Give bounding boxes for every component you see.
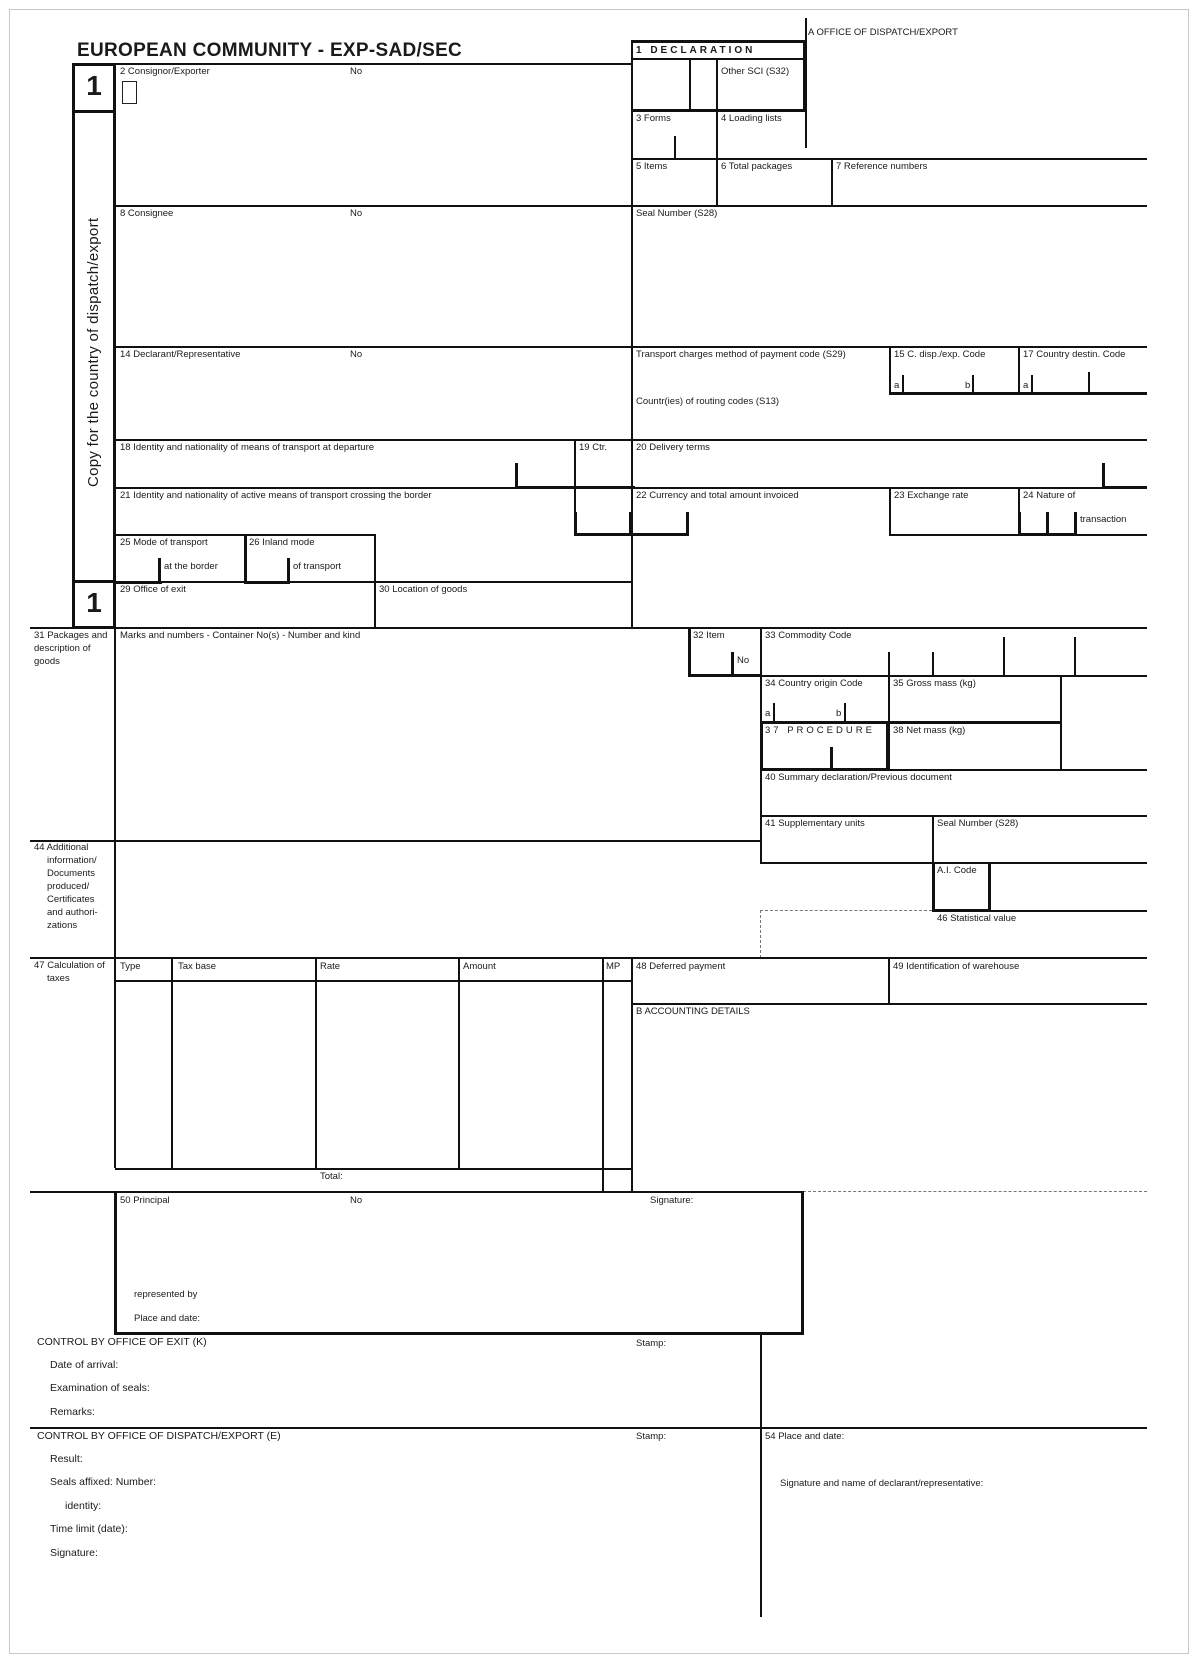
item-no-label: No xyxy=(737,655,750,666)
rule xyxy=(115,487,1147,489)
rule xyxy=(30,1427,1147,1429)
rule xyxy=(773,703,775,722)
rule xyxy=(1018,512,1021,536)
c-disp-code-label: 15 C. disp./exp. Code xyxy=(894,349,986,360)
accounting-details-label: B ACCOUNTING DETAILS xyxy=(636,1006,750,1017)
other-sci-label: Other SCI (S32) xyxy=(721,66,790,77)
rule xyxy=(72,63,116,66)
gross-mass-label: 35 Gross mass (kg) xyxy=(893,678,976,689)
rule xyxy=(30,1191,803,1193)
commodity-label: 33 Commodity Code xyxy=(765,630,852,641)
rule xyxy=(830,747,833,771)
date-arrival-label: Date of arrival: xyxy=(50,1359,119,1371)
rule xyxy=(315,958,317,1168)
total-packages-label: 6 Total packages xyxy=(721,161,793,172)
additional-info-label: 44 Additional information/ Documents produced/ Certificates and authori-zations xyxy=(34,842,98,931)
rule xyxy=(932,652,934,676)
copy-number: 1 xyxy=(86,70,102,101)
rule xyxy=(844,703,846,722)
rule xyxy=(803,1191,1147,1192)
rule xyxy=(686,512,689,536)
rule xyxy=(888,652,890,676)
rule xyxy=(30,957,1147,959)
copy-caption: Copy for the country of dispatch/export xyxy=(85,217,102,487)
rule xyxy=(574,512,577,536)
nature-of-label: 24 Nature of xyxy=(1023,490,1076,501)
rule xyxy=(244,534,247,584)
destin-a-label: a xyxy=(1023,380,1029,391)
summary-decl-label: 40 Summary declaration/Previous document xyxy=(765,772,952,783)
form-title: EUROPEAN COMMUNITY - EXP-SAD/SEC xyxy=(77,40,463,61)
rule xyxy=(889,346,891,394)
rule xyxy=(803,40,806,112)
delivery-terms-label: 20 Delivery terms xyxy=(636,442,710,453)
control-dispatch-title: CONTROL BY OFFICE OF DISPATCH/EXPORT (E) xyxy=(37,1430,281,1442)
rule xyxy=(716,59,718,207)
principal-place-date-label: Place and date: xyxy=(134,1313,201,1324)
rule xyxy=(1074,637,1076,676)
rule xyxy=(72,580,116,583)
rule xyxy=(932,862,935,912)
rule xyxy=(1003,637,1005,676)
origin-a-label: a xyxy=(765,708,771,719)
rule xyxy=(988,862,991,912)
rule xyxy=(114,1191,117,1335)
c-disp-a-label: a xyxy=(894,380,900,391)
transaction-label: transaction xyxy=(1080,514,1127,525)
rule xyxy=(1018,346,1020,394)
rule xyxy=(760,910,932,911)
rule xyxy=(760,721,763,771)
rule xyxy=(633,58,804,60)
transport-charges-label: Transport charges method of payment code (S29) xyxy=(636,349,846,360)
rule xyxy=(1031,375,1033,393)
routing-label: Countr(ies) of routing codes (S13) xyxy=(636,396,780,407)
rule xyxy=(972,375,974,393)
of-transport-label: of transport xyxy=(293,561,342,572)
rule xyxy=(631,1003,1147,1005)
rule xyxy=(889,392,1147,395)
warehouse-label: 49 Identification of warehouse xyxy=(893,961,1020,972)
rule xyxy=(114,1332,804,1335)
loading-lists-label: 4 Loading lists xyxy=(721,113,782,124)
principal-no-label: No xyxy=(350,1195,363,1206)
country-destin-label: 17 Country destin. Code xyxy=(1023,349,1126,360)
rule xyxy=(902,375,904,393)
consignee-label: 8 Consignee xyxy=(120,208,174,219)
declaration-label: 1 DECLARATION xyxy=(636,45,756,56)
rule xyxy=(458,958,460,1168)
rule xyxy=(888,958,890,1004)
rule xyxy=(115,980,632,982)
consignor-label: 2 Consignor/Exporter xyxy=(120,66,210,77)
rule xyxy=(171,958,173,1168)
result-label: Result: xyxy=(50,1453,83,1465)
tax-type-header: Type xyxy=(120,961,141,972)
rule xyxy=(1074,512,1077,536)
rule xyxy=(515,463,518,489)
identity-label: identity: xyxy=(65,1500,102,1512)
rule xyxy=(688,627,691,677)
control-exit-stamp-label: Stamp: xyxy=(636,1338,667,1349)
rule xyxy=(115,1168,632,1170)
rule xyxy=(1046,512,1049,536)
marks-label: Marks and numbers - Container No(s) - Number and kind xyxy=(120,630,361,641)
items-label: 5 Items xyxy=(636,161,668,172)
office-exit-label: 29 Office of exit xyxy=(120,584,186,595)
tax-base-header: Tax base xyxy=(178,961,217,972)
rule xyxy=(760,910,761,958)
rule xyxy=(115,63,632,65)
rule xyxy=(1088,372,1090,392)
rule xyxy=(932,815,934,863)
identity-departure-label: 18 Identity and nationality of means of transport at departure xyxy=(120,442,375,453)
rule xyxy=(760,769,1147,771)
rule xyxy=(72,110,116,113)
seal-number-label: Seal Number (S28) xyxy=(636,208,718,219)
deferred-payment-label: 48 Deferred payment xyxy=(636,961,726,972)
tax-mp-header: MP xyxy=(606,961,621,972)
statistical-value-label: 46 Statistical value xyxy=(937,913,1017,924)
rule xyxy=(631,158,1147,160)
ctr-label: 19 Ctr. xyxy=(579,442,607,453)
declarant-no-label: No xyxy=(350,349,363,360)
mode-transport-label: 25 Mode of transport xyxy=(120,537,208,548)
office-of-dispatch-label: A OFFICE OF DISPATCH/EXPORT xyxy=(808,27,958,38)
reference-numbers-label: 7 Reference numbers xyxy=(836,161,928,172)
rule xyxy=(30,627,1147,629)
examination-seals-label: Examination of seals: xyxy=(50,1382,150,1394)
forms-label: 3 Forms xyxy=(636,113,671,124)
c-disp-b-label: b xyxy=(965,380,971,391)
rule xyxy=(631,109,806,112)
rule xyxy=(114,627,116,1168)
inland-mode-label: 26 Inland mode xyxy=(249,537,315,548)
rule xyxy=(72,63,75,629)
rule xyxy=(889,534,1147,536)
rule xyxy=(731,652,734,677)
rule xyxy=(30,840,761,842)
page-border xyxy=(9,9,1189,1654)
rule xyxy=(631,40,633,628)
remarks-label: Remarks: xyxy=(50,1406,95,1418)
net-mass-label: 38 Net mass (kg) xyxy=(893,725,966,736)
time-limit-label: Time limit (date): xyxy=(50,1523,128,1535)
seal-number-goods-label: Seal Number (S28) xyxy=(937,818,1019,829)
rule xyxy=(889,487,891,535)
location-goods-label: 30 Location of goods xyxy=(379,584,468,595)
declarant-label: 14 Declarant/Representative xyxy=(120,349,241,360)
rule xyxy=(629,512,632,536)
rule xyxy=(831,158,833,206)
consignee-no-label: No xyxy=(350,208,363,219)
dispatch-signature-label: Signature: xyxy=(50,1547,98,1559)
rule xyxy=(760,721,1062,724)
currency-label: 22 Currency and total amount invoiced xyxy=(636,490,799,501)
rule xyxy=(760,862,1147,864)
represented-by-label: represented by xyxy=(134,1289,198,1300)
rule xyxy=(932,910,1147,912)
rule xyxy=(631,40,806,43)
rule xyxy=(801,1191,804,1335)
rule xyxy=(602,958,604,1192)
principal-signature-label: Signature: xyxy=(650,1195,694,1206)
rule xyxy=(760,815,1147,817)
rule xyxy=(886,721,889,771)
exchange-rate-label: 23 Exchange rate xyxy=(894,490,969,501)
consignor-checkbox[interactable] xyxy=(122,81,137,104)
procedure-label: 37 PROCEDURE xyxy=(765,725,875,736)
rule xyxy=(115,439,1147,441)
seals-affixed-label: Seals affixed: Number: xyxy=(50,1476,157,1488)
country-origin-label: 34 Country origin Code xyxy=(765,678,863,689)
packages-label: 31 Packages and description of goods xyxy=(34,630,108,667)
rule xyxy=(115,581,632,583)
rule xyxy=(631,958,633,1191)
tax-total-label: Total: xyxy=(320,1171,343,1182)
tax-amount-header: Amount xyxy=(463,961,496,972)
taxes-label: 47 Calculation of taxes xyxy=(34,960,105,984)
consignor-no-label: No xyxy=(350,66,363,77)
origin-b-label: b xyxy=(836,708,842,719)
ai-code-label: A.I. Code xyxy=(937,865,977,876)
place-date-54-label: 54 Place and date: xyxy=(765,1431,845,1442)
rule xyxy=(689,59,691,109)
item-label: 32 Item xyxy=(693,630,725,641)
rule xyxy=(674,136,676,158)
tax-rate-header: Rate xyxy=(320,961,341,972)
principal-label: 50 Principal xyxy=(120,1195,170,1206)
control-exit-title: CONTROL BY OFFICE OF EXIT (K) xyxy=(37,1336,207,1348)
signature-name-declarant-label: Signature and name of declarant/representative: xyxy=(780,1478,984,1489)
supp-units-label: 41 Supplementary units xyxy=(765,818,865,829)
rule xyxy=(760,675,1147,677)
identity-border-label: 21 Identity and nationality of active means of transport crossing the border xyxy=(120,490,432,501)
rule xyxy=(760,1335,762,1617)
copy-number-bottom: 1 xyxy=(86,587,102,618)
rule xyxy=(688,674,760,677)
at-border-label: at the border xyxy=(164,561,218,572)
control-dispatch-stamp-label: Stamp: xyxy=(636,1431,667,1442)
